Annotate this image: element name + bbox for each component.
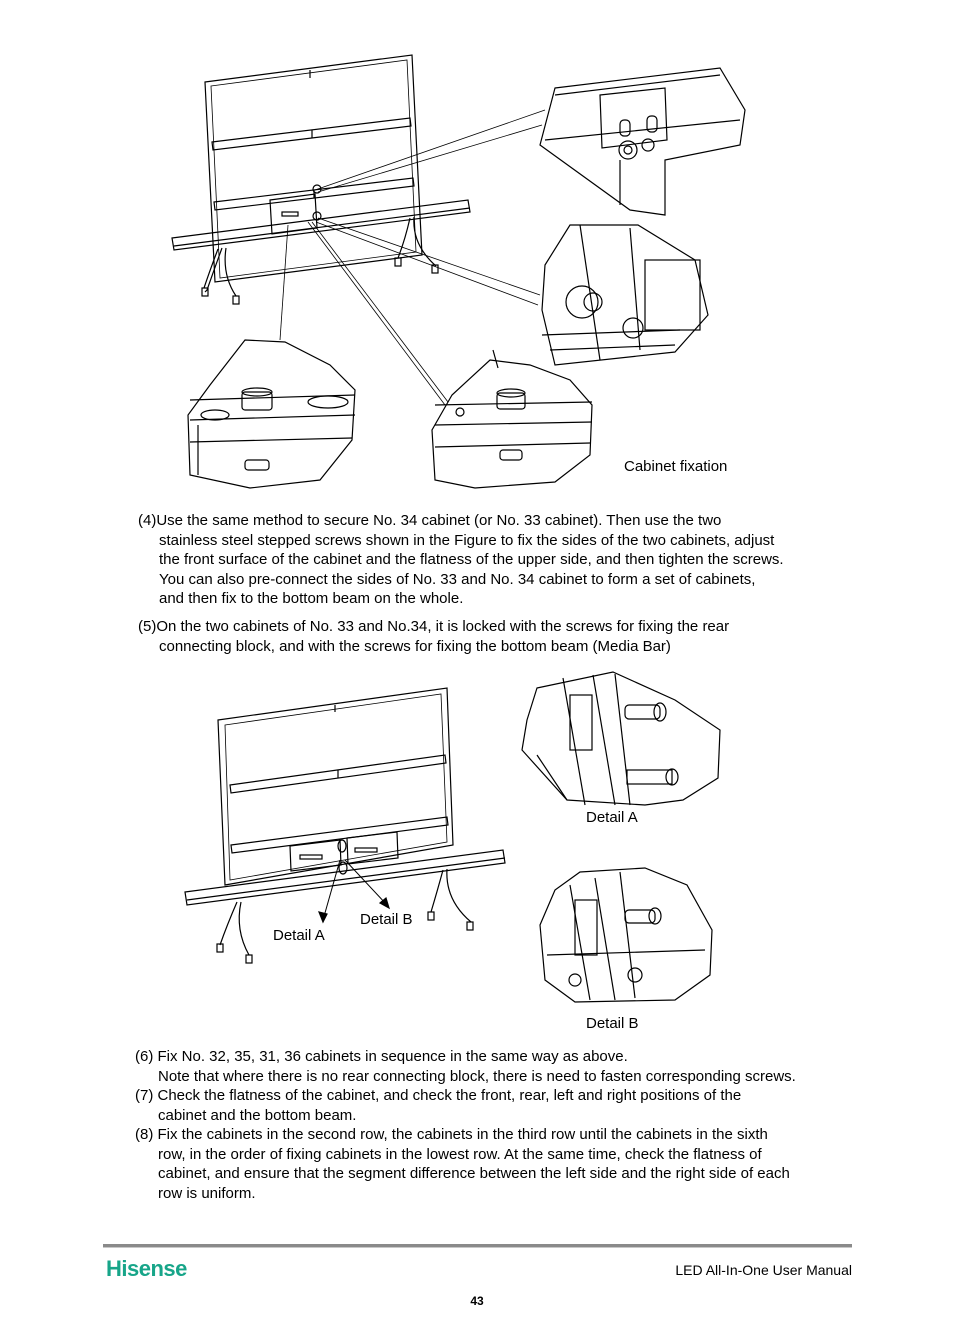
cabinet-fixation-figure bbox=[160, 50, 760, 495]
text-line: (4)Use the same method to secure No. 34 cabinet (or No. 33 cabinet). Then use the two bbox=[138, 512, 722, 529]
text-line: stainless steel stepped screws shown in the Figure to fix the sides of the two cabinets, adjust bbox=[159, 531, 775, 549]
step-8-paragraph bbox=[135, 1125, 865, 1203]
figure-caption-cabinet-fixation: Cabinet fixation bbox=[624, 458, 728, 475]
page-number: 43 bbox=[470, 1294, 484, 1308]
text-line: (8) Fix the cabinets in the second row, the cabinets in the third row until the cabinets in the sixth bbox=[135, 1126, 768, 1143]
step-5-paragraph bbox=[138, 617, 858, 656]
text-line: (7) Check the flatness of the cabinet, and check the front, rear, left and right positions of the bbox=[135, 1087, 742, 1104]
step-7-paragraph bbox=[135, 1086, 865, 1125]
text-line: row, in the order of fixing cabinets in the lowest row. At the same time, check the flatness of bbox=[158, 1145, 762, 1163]
text-line: (5)On the two cabinets of No. 33 and No.34, it is locked with the screws for fixing the rear bbox=[138, 618, 730, 635]
text-line: connecting block, and with the screws for fixing the bottom beam (Media Bar) bbox=[159, 637, 671, 655]
manual-title: LED All-In-One User Manual bbox=[675, 1262, 852, 1278]
detail-screws-figure bbox=[175, 660, 735, 1020]
text-line: Note that where there is no rear connecting block, there is need to fasten corresponding screws. bbox=[158, 1067, 796, 1085]
detail-a-label: Detail A bbox=[273, 927, 325, 944]
detail-b-label: Detail B bbox=[360, 911, 413, 928]
detail-b-caption: Detail B bbox=[586, 1015, 639, 1032]
text-line: row is uniform. bbox=[158, 1184, 256, 1202]
text-line: You can also pre-connect the sides of No. 33 and No. 34 cabinet to form a set of cabinets, bbox=[159, 570, 756, 588]
footer-divider-shadow bbox=[103, 1247, 852, 1248]
text-line: (6) Fix No. 32, 35, 31, 36 cabinets in sequence in the same way as above. bbox=[135, 1048, 628, 1065]
step-6-paragraph bbox=[135, 1047, 865, 1086]
text-line: the front surface of the cabinet and the flatness of the upper side, and then tighten the screws. bbox=[159, 551, 784, 568]
text-line: cabinet and the bottom beam. bbox=[158, 1106, 357, 1124]
text-line: and then fix to the bottom beam on the whole. bbox=[159, 590, 464, 607]
step-4-paragraph bbox=[138, 511, 858, 609]
text-line: cabinet, and ensure that the segment difference between the left side and the right side of each bbox=[158, 1165, 790, 1182]
detail-a-caption: Detail A bbox=[586, 809, 638, 826]
hisense-logo: Hisense bbox=[106, 1256, 187, 1281]
